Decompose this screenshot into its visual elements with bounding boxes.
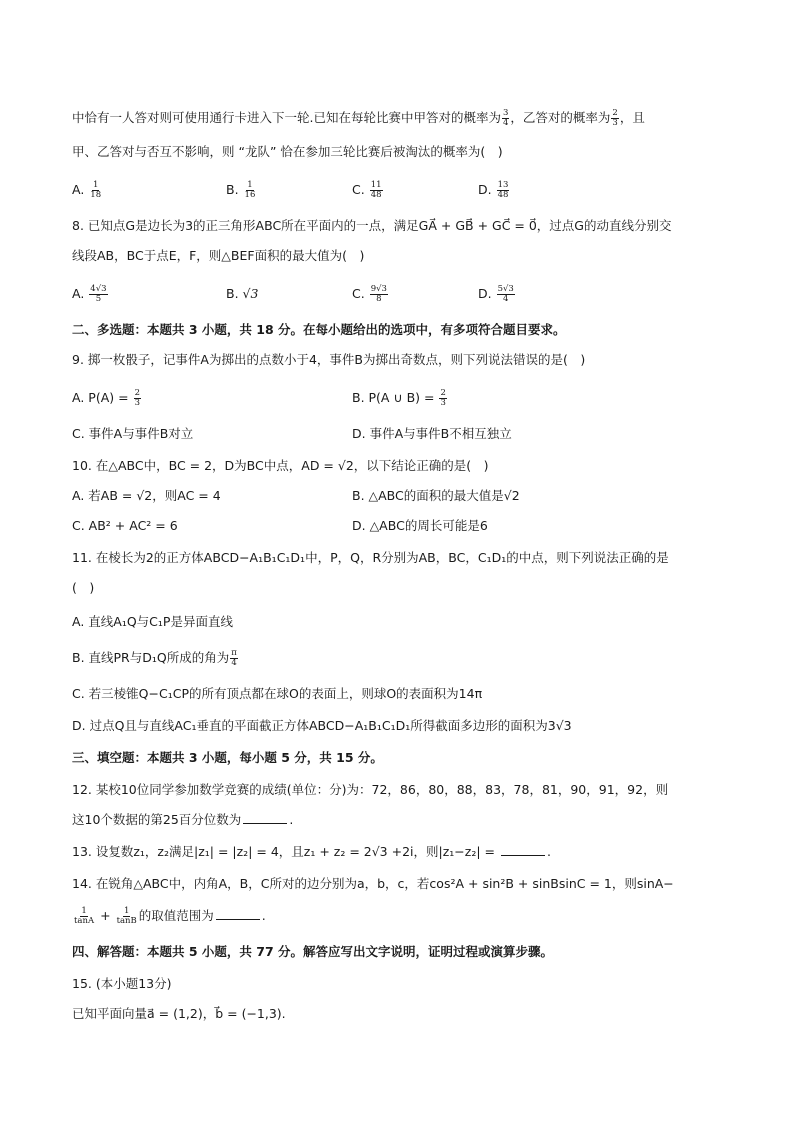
section-2-heading: 二、多选题：本题共 3 小题，共 18 分。在每小题给出的选项中，有多项符合题目要求。	[72, 322, 566, 337]
frac-den: 3	[134, 398, 140, 408]
frac-den: 5	[95, 294, 102, 304]
frac-num: 2	[134, 388, 140, 398]
q15-title: 15. (本小题13分)	[72, 976, 172, 991]
frac-den: 3	[440, 398, 446, 408]
frac-den: 18	[90, 190, 102, 200]
q8-option-a[interactable]	[72, 284, 109, 304]
section-3-heading: 三、填空题：本题共 3 小题，每小题 5 分，共 15 分。	[72, 750, 383, 765]
q14-text: 的取值范围为	[138, 908, 214, 923]
option-label: A.	[72, 182, 85, 197]
answer-blank[interactable]	[243, 811, 287, 824]
frac-num: 2	[440, 388, 446, 398]
q12-period: .	[289, 812, 294, 827]
q14-frac-2	[116, 907, 138, 926]
plus-sign: +	[100, 908, 111, 923]
section-4-heading: 四、解答题：本题共 5 小题，共 77 分。解答应写出文字说明，证明过程或演算步骤。	[72, 944, 554, 959]
q11-option-b[interactable]	[72, 648, 239, 668]
q15-line: 已知平面向量a⃗ = (1,2)，b⃗ = (−1,3).	[72, 1006, 286, 1021]
option-frac	[89, 285, 107, 304]
q8-option-c[interactable]	[352, 284, 389, 304]
q12-text: 这10个数据的第25百分位数为	[72, 812, 242, 827]
option-text: B. 直线PR与D₁Q所成的角为	[72, 650, 230, 665]
frac-den: tanB	[116, 916, 137, 926]
option-label: A.	[72, 286, 85, 301]
frac-num: 1	[247, 180, 253, 190]
q12-line2	[72, 810, 293, 830]
q8-line1: 8. 已知点G是边长为3的正三角形ABC所在平面内的一点，满足GA⃗ + GB⃗ + GC⃗ = 0⃗，过点G的动直线分别交	[72, 218, 672, 233]
frac-num: 1	[123, 906, 130, 916]
q8-option-d[interactable]	[478, 284, 516, 304]
frac-den: 4	[231, 658, 237, 668]
option-text: B. P(A ∪ B) =	[352, 390, 435, 405]
option-text: A. P(A) =	[72, 390, 129, 405]
q7-line1	[72, 108, 645, 128]
q7-option-c[interactable]	[352, 180, 384, 200]
option-frac	[497, 285, 515, 304]
option-frac	[230, 649, 238, 668]
q14-frac-1	[73, 907, 95, 926]
option-label: C.	[352, 286, 365, 301]
q10-stem: 10. 在△ABC中，BC = 2，D为BC中点，AD = √2，以下结论正确的是( )	[72, 458, 489, 473]
option-frac	[134, 389, 141, 408]
q9-option-c[interactable]: C. 事件A与事件B对立	[72, 426, 194, 441]
frac-num: 9√3	[370, 284, 387, 294]
frac-num: π	[231, 648, 237, 658]
q7-frac-2	[611, 109, 618, 128]
option-value: √3	[242, 286, 259, 301]
option-label: C.	[352, 182, 365, 197]
q9-option-d[interactable]: D. 事件A与事件B不相互独立	[352, 426, 512, 441]
q14-line2	[72, 906, 266, 926]
q14-period: .	[261, 908, 266, 923]
q8-line2: 线段AB，BC于点E，F，则△BEF面积的最大值为( )	[72, 248, 365, 263]
q8-option-b[interactable]	[226, 284, 258, 304]
answer-blank[interactable]	[216, 907, 260, 920]
frac-den: tanA	[74, 916, 95, 926]
q7-option-d[interactable]	[478, 180, 510, 200]
q7-option-a[interactable]	[72, 180, 103, 200]
option-frac	[439, 389, 446, 408]
q7-text-a: 中恰有一人答对则可使用通行卡进入下一轮.已知在每轮比赛中甲答对的概率为	[72, 110, 501, 125]
q13-text: 13. 设复数z₁，z₂满足|z₁| = |z₂| = 4，且z₁ + z₂ = 2√3 +2i，则|z₁−z₂| =	[72, 844, 495, 859]
option-frac	[370, 285, 388, 304]
frac-num: 13	[497, 180, 509, 190]
q13-line	[72, 842, 551, 862]
q7-line2: 甲、乙答对与否互不影响，则 “龙队” 恰在参加三轮比赛后被淘汰的概率为( )	[72, 144, 503, 159]
q9-stem: 9. 掷一枚骰子，记事件A为掷出的点数小于4，事件B为掷出奇数点，则下列说法错误的是( )	[72, 352, 586, 367]
answer-blank[interactable]	[501, 843, 545, 856]
q11-option-a[interactable]: A. 直线A₁Q与C₁P是异面直线	[72, 614, 233, 629]
q11-option-c[interactable]: C. 若三棱锥Q−C₁CP的所有顶点都在球O的表面上，则球O的表面积为14π	[72, 686, 483, 701]
frac-den: 4	[503, 294, 509, 304]
q10-option-a[interactable]: A. 若AB = √2，则AC = 4	[72, 488, 221, 503]
frac-num: 1	[81, 906, 87, 916]
frac-num: 1	[93, 180, 99, 190]
option-label: B.	[226, 182, 239, 197]
frac-den: 4	[502, 118, 509, 128]
option-frac	[370, 181, 383, 200]
q13-period: .	[546, 844, 551, 859]
q7-text-c: ，且	[619, 110, 645, 125]
frac-den: 48	[497, 190, 509, 200]
frac-num: 11	[370, 180, 382, 190]
q7-frac-1	[502, 109, 509, 128]
q10-option-d[interactable]: D. △ABC的周长可能是6	[352, 518, 488, 533]
option-frac	[244, 181, 257, 200]
q7-option-b[interactable]	[226, 180, 257, 200]
frac-num: 5√3	[497, 284, 514, 294]
q9-option-a[interactable]	[72, 388, 142, 408]
option-frac	[497, 181, 510, 200]
q11-option-d[interactable]: D. 过点Q且与直线AC₁垂直的平面截正方体ABCD−A₁B₁C₁D₁所得截面多边形的面积为3√3	[72, 718, 572, 733]
frac-den: 8	[376, 294, 382, 304]
frac-num: 2	[612, 108, 618, 118]
q7-text-b: ，乙答对的概率为	[510, 110, 611, 125]
frac-num: 4√3	[90, 284, 107, 294]
frac-den: 3	[612, 118, 618, 128]
q10-option-b[interactable]: B. △ABC的面积的最大值是√2	[352, 488, 520, 503]
frac-num: 3	[502, 108, 509, 118]
frac-den: 16	[244, 190, 256, 200]
option-label: B.	[226, 286, 239, 301]
frac-den: 48	[370, 190, 382, 200]
q10-option-c[interactable]: C. AB² + AC² = 6	[72, 518, 178, 533]
q9-option-b[interactable]	[352, 388, 448, 408]
option-frac	[89, 181, 102, 200]
option-label: D.	[478, 286, 492, 301]
option-label: D.	[478, 182, 492, 197]
q14-line1: 14. 在锐角△ABC中，内角A，B，C所对的边分别为a，b，c，若cos²A + sin²B + sinBsinC = 1，则sinA−	[72, 876, 674, 891]
q11-stem-line1: 11. 在棱长为2的正方体ABCD−A₁B₁C₁D₁中，P，Q，R分别为AB，BC，C₁D₁的中点，则下列说法正确的是	[72, 550, 669, 565]
q11-stem-line2: ( )	[72, 580, 95, 595]
q12-line1: 12. 某校10位同学参加数学竞赛的成绩(单位：分)为：72，86，80，88，83，78，81，90，91，92，则	[72, 782, 669, 797]
